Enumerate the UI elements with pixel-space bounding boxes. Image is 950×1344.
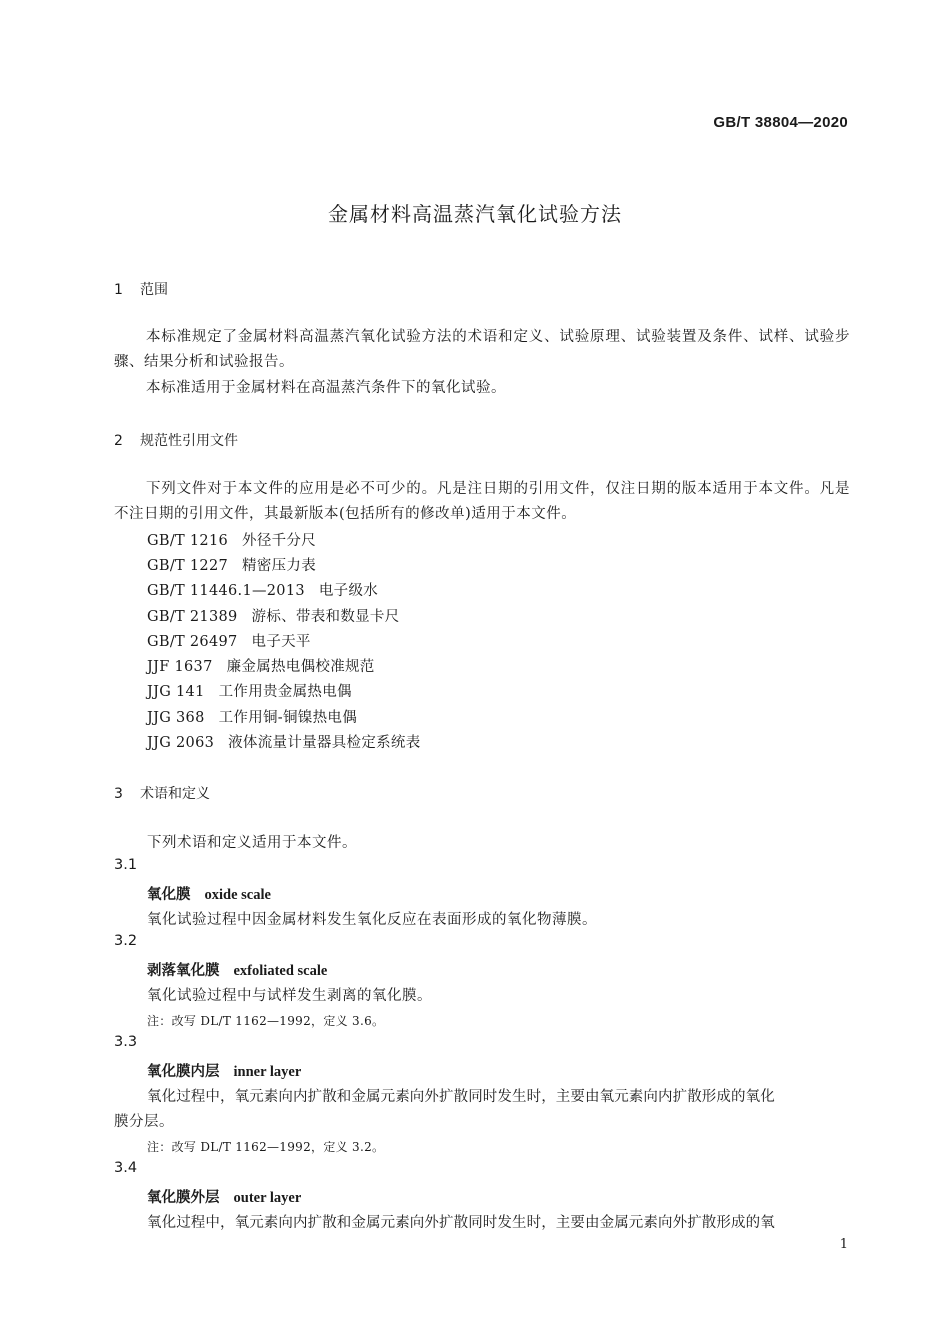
term-en: inner layer <box>233 1064 302 1080</box>
term-number: 3.1 <box>114 857 138 873</box>
reference-name: 工作用铜-铜镍热电偶 <box>218 710 357 726</box>
term-zh: 氧化膜外层 <box>147 1190 220 1206</box>
reference-item <box>147 731 421 752</box>
term-note: 注：改写 DL/T 1162—1992，定义 3.6。 <box>147 1014 385 1028</box>
term-zh: 氧化膜内层 <box>147 1064 220 1080</box>
term-definition: 氧化试验过程中与试样发生剥离的氧化膜。 <box>147 988 432 1004</box>
reference-name: 液体流量计量器具检定系统表 <box>228 735 421 751</box>
reference-name: 电子天平 <box>251 634 311 650</box>
section-title: 范围 <box>140 282 168 298</box>
reference-name: 廉金属热电偶校准规范 <box>226 659 375 675</box>
term-number: 3.3 <box>114 1034 138 1050</box>
term-heading <box>147 883 271 904</box>
section-3-heading <box>114 783 210 803</box>
reference-name: 电子级水 <box>318 583 379 599</box>
reference-code: JJG 141 <box>147 684 205 700</box>
section-title: 规范性引用文件 <box>140 433 238 449</box>
term-number: 3.2 <box>114 933 138 949</box>
section-number: 3 <box>114 786 123 802</box>
term-number: 3.4 <box>114 1160 138 1176</box>
term-definition: 氧化试验过程中因金属材料发生氧化反应在表面形成的氧化物薄膜。 <box>147 912 597 928</box>
section-2-paragraph: 下列文件对于本文件的应用是必不可少的。凡是注日期的引用文件，仅注日期的版本适用于本文件。凡是不注日期的引用文件，其最新版本(包括所有的修改单)适用于本文件。 <box>114 481 850 522</box>
reference-code: GB/T 11446.1—2013 <box>147 583 305 599</box>
standard-code: GB/T 38804—2020 <box>713 114 848 131</box>
reference-item <box>147 706 357 727</box>
reference-name: 精密压力表 <box>242 558 317 574</box>
reference-item <box>147 655 375 676</box>
reference-code: JJG 368 <box>147 710 205 726</box>
term-zh: 剥落氧化膜 <box>147 963 220 979</box>
section-2-heading <box>114 430 238 450</box>
reference-item <box>147 579 378 600</box>
reference-item <box>147 529 316 550</box>
document-title: 金属材料高温蒸汽氧化试验方法 <box>328 202 622 226</box>
section-number: 1 <box>114 282 123 298</box>
term-definition: 氧化过程中，氧元素向内扩散和金属元素向外扩散同时发生时，主要由氧元素向内扩散形成的氧化 <box>147 1089 775 1105</box>
section-number: 2 <box>114 433 123 449</box>
term-note: 注：改写 DL/T 1162—1992，定义 3.2。 <box>147 1140 385 1154</box>
term-en: exfoliated scale <box>233 963 328 979</box>
term-heading <box>147 1060 301 1081</box>
reference-item <box>147 554 316 575</box>
reference-code: GB/T 21389 <box>147 609 238 625</box>
section-1-heading <box>114 279 168 299</box>
reference-code: JJF 1637 <box>147 659 213 675</box>
reference-code: JJG 2063 <box>147 735 215 751</box>
term-definition-continued: 膜分层。 <box>114 1114 174 1130</box>
section-3-intro: 下列术语和定义适用于本文件。 <box>147 835 357 851</box>
term-en: outer layer <box>233 1190 302 1206</box>
reference-code: GB/T 1227 <box>147 558 229 574</box>
reference-item <box>147 605 400 626</box>
reference-name: 外径千分尺 <box>242 533 317 549</box>
term-definition: 氧化过程中，氧元素向内扩散和金属元素向外扩散同时发生时，主要由金属元素向外扩散形成的氧 <box>147 1215 775 1231</box>
reference-code: GB/T 26497 <box>147 634 238 650</box>
section-1-paragraph-2: 本标准适用于金属材料在高温蒸汽条件下的氧化试验。 <box>146 380 506 396</box>
term-en: oxide scale <box>204 887 271 903</box>
term-zh: 氧化膜 <box>147 887 191 903</box>
section-title: 术语和定义 <box>140 786 210 802</box>
term-heading <box>147 1186 301 1207</box>
reference-item <box>147 680 352 701</box>
term-heading <box>147 959 327 980</box>
page-number: 1 <box>839 1237 848 1252</box>
reference-name: 工作用贵金属热电偶 <box>218 684 352 700</box>
reference-name: 游标、带表和数显卡尺 <box>251 609 400 625</box>
reference-code: GB/T 1216 <box>147 533 229 549</box>
reference-item <box>147 630 311 651</box>
section-1-paragraph-1: 本标准规定了金属材料高温蒸汽氧化试验方法的术语和定义、试验原理、试验装置及条件、试样、试验步骤、结果分析和试验报告。 <box>114 329 850 370</box>
